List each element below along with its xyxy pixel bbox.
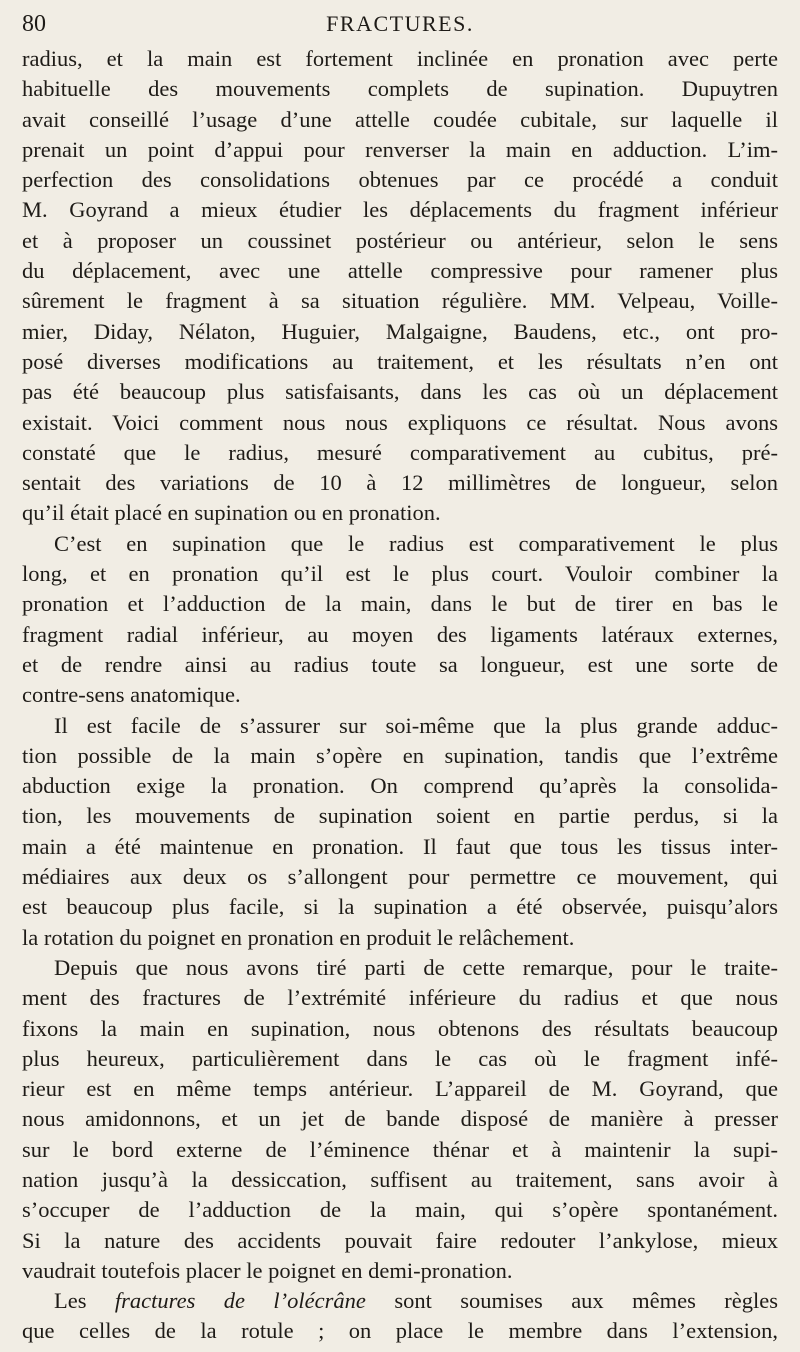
text-line: sûrement le fragment à sa situation régulière. MM. Velpeau, Voille- bbox=[22, 288, 778, 314]
paragraphs bbox=[22, 44, 778, 1286]
text-line: est beaucoup plus facile, si la supination a été observée, puisqu’alors bbox=[22, 894, 778, 920]
text-line: médiaires aux deux os s’allongent pour permettre ce mouvement, qui bbox=[22, 864, 778, 890]
paragraph-olecrane-line-1 bbox=[22, 1286, 778, 1316]
text-line: M. Goyrand a mieux étudier les déplacements du fragment inférieur bbox=[22, 197, 778, 223]
text-line: mier, Diday, Nélaton, Huguier, Malgaigne, Baudens, etc., ont pro- bbox=[22, 318, 778, 344]
text-line: abduction exige la pronation. On comprend qu’après la consolida- bbox=[22, 773, 778, 799]
text-run: Les bbox=[54, 1288, 115, 1314]
text-line: rieur est en même temps antérieur. L’appareil de M. Goyrand, que bbox=[22, 1076, 778, 1102]
text-line: prenait un point d’appui pour renverser la main en adduction. L’im- bbox=[22, 136, 778, 162]
text-line: radius, et la main est fortement inclinée en pronation avec perte bbox=[22, 46, 778, 71]
text-line: vaudrait toutefois placer le poignet en demi-pronation. bbox=[22, 1257, 513, 1283]
text-line: habituelle des mouvements complets de supination. Dupuytren bbox=[22, 76, 778, 102]
text-line: constaté que le radius, mesuré comparativement au cubitus, pré- bbox=[22, 439, 778, 465]
text-line: C’est en supination que le radius est comparativement le plus bbox=[54, 530, 778, 556]
text-line: et à proposer un coussinet postérieur ou antérieur, selon le sens bbox=[22, 227, 778, 253]
text-line: la rotation du poignet en pronation en produit le relâchement. bbox=[22, 924, 575, 950]
text-line: perfection des consolidations obtenues par ce procédé a conduit bbox=[22, 167, 778, 193]
text-line: sentait des variations de 10 à 12 millimètres de longueur, selon bbox=[22, 470, 778, 496]
text-line: plus heureux, particulièrement dans le cas où le fragment infé- bbox=[22, 1045, 778, 1071]
text-line: nation jusqu’à la dessiccation, suffisent au traitement, sans avoir à bbox=[22, 1166, 778, 1192]
text-line: ment des fractures de l’extrémité inférieure du radius et que nous bbox=[22, 985, 778, 1011]
text-line: tion, les mouvements de supination soient en partie perdus, si la bbox=[22, 803, 778, 829]
text-line: s’occuper de l’adduction de la main, qui s’opère spontanément. bbox=[22, 1197, 778, 1223]
text-line: posé diverses modifications au traitement, et les résultats n’en ont bbox=[22, 348, 778, 374]
text-line: existait. Voici comment nous nous expliquons ce résultat. Nous avons bbox=[22, 409, 778, 435]
text-line: du déplacement, avec une attelle compressive pour ramener plus bbox=[22, 258, 778, 284]
text-line: Depuis que nous avons tiré parti de cette remarque, pour le traite- bbox=[54, 954, 778, 980]
text-line: Il est facile de s’assurer sur soi-même que la plus grande adduc- bbox=[54, 712, 778, 738]
text-line: long, et en pronation qu’il est le plus court. Vouloir combiner la bbox=[22, 561, 778, 587]
italic-term-olecrane: fractures de l’olécrâne bbox=[114, 1288, 366, 1314]
text-run: sont soumises aux mêmes règles bbox=[365, 1288, 778, 1314]
page-number: 80 bbox=[22, 11, 46, 37]
text-line: fixons la main en supination, nous obtenons des résultats beaucoup bbox=[22, 1015, 778, 1041]
text-line: tion possible de la main s’opère en supination, tandis que l’extrême bbox=[22, 742, 778, 768]
text-line: qu’il était placé en supination ou en pronation. bbox=[22, 500, 441, 526]
text-line: et de rendre ainsi au radius toute sa longueur, est une sorte de bbox=[22, 651, 778, 677]
paragraph-olecrane-line-2: que celles de la rotule ; on place le membre dans l’extension, bbox=[22, 1318, 778, 1344]
running-title: FRACTURES. bbox=[326, 11, 474, 36]
text-line: avait conseillé l’usage d’une attelle coudée cubitale, sur laquelle il bbox=[22, 106, 778, 132]
body-text bbox=[22, 44, 778, 1347]
text-line: pas été beaucoup plus satisfaisants, dans les cas où un déplacement bbox=[22, 379, 778, 405]
text-line: main a été maintenue en pronation. Il faut que tous les tissus inter- bbox=[22, 833, 778, 859]
text-line: Si la nature des accidents pouvait faire redouter l’ankylose, mieux bbox=[22, 1227, 778, 1253]
text-line: contre-sens anatomique. bbox=[22, 682, 241, 708]
text-line: nous amidonnons, et un jet de bande disposé de manière à presser bbox=[22, 1106, 778, 1132]
page-header bbox=[22, 4, 778, 44]
text-line: pronation et l’adduction de la main, dans le but de tirer en bas le bbox=[22, 591, 778, 617]
text-line: sur le bord externe de l’éminence thénar et à maintenir la supi- bbox=[22, 1136, 778, 1162]
text-line: fragment radial inférieur, au moyen des ligaments latéraux externes, bbox=[22, 621, 778, 647]
